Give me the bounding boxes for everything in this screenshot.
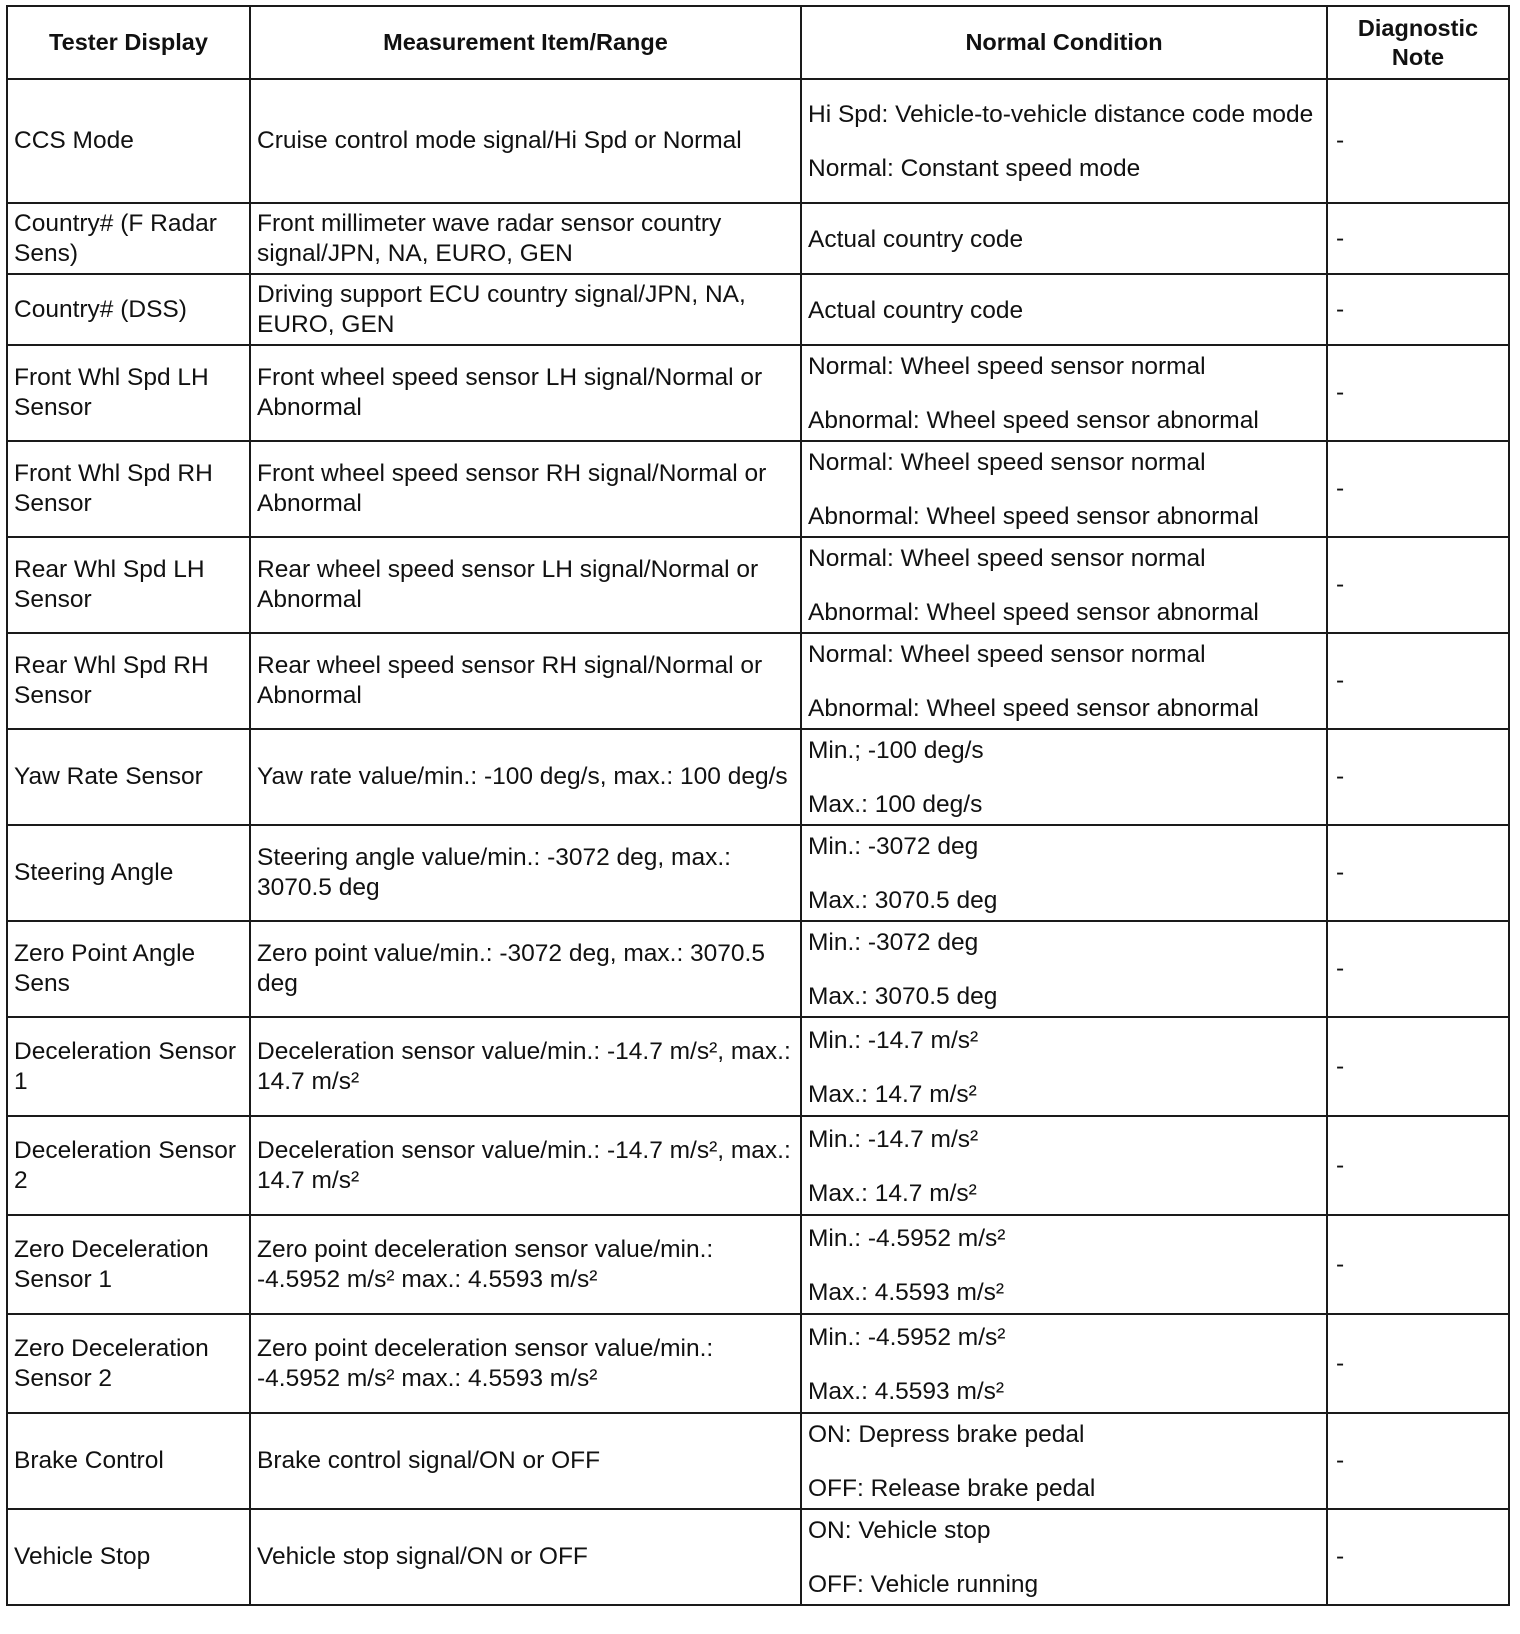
tester-display-cell: Country# (DSS) (7, 274, 250, 345)
measurement-cell: Deceleration sensor value/min.: -14.7 m/s², max.: 14.7 m/s² (250, 1116, 801, 1215)
diagnostic-note-cell: - (1327, 825, 1509, 921)
normal-condition-line: Min.: -14.7 m/s² (808, 1026, 979, 1054)
normal-condition-line: Abnormal: Wheel speed sensor abnormal (808, 407, 1259, 434)
tester-display-cell: Zero Deceleration Sensor 2 (7, 1314, 250, 1413)
table-row (7, 441, 1509, 537)
diagnostic-note-cell: - (1327, 1215, 1509, 1314)
tester-display-cell: Yaw Rate Sensor (7, 729, 250, 825)
normal-condition-line: Min.: -4.5952 m/s² (808, 1224, 1006, 1252)
header-tester-display: Tester Display (7, 6, 250, 79)
tester-display-cell: Deceleration Sensor 2 (7, 1116, 250, 1215)
table-row (7, 1116, 1509, 1215)
table-row (7, 537, 1509, 633)
tester-display-cell: Zero Deceleration Sensor 1 (7, 1215, 250, 1314)
normal-condition-line: Normal: Wheel speed sensor normal (808, 545, 1206, 572)
tester-display-cell: Deceleration Sensor 1 (7, 1017, 250, 1116)
normal-condition-line: ON: Depress brake pedal (808, 1421, 1085, 1448)
table-row (7, 1314, 1509, 1413)
normal-condition-line: Normal: Wheel speed sensor normal (808, 353, 1206, 380)
normal-condition-cell (801, 633, 1327, 729)
normal-condition-cell (801, 345, 1327, 441)
tester-display-cell: Zero Point Angle Sens (7, 921, 250, 1017)
normal-condition-cell (801, 1413, 1327, 1509)
tester-display-cell: Front Whl Spd RH Sensor (7, 441, 250, 537)
normal-condition-line: Hi Spd: Vehicle-to-vehicle distance code mode (808, 101, 1314, 128)
tester-display-cell: Front Whl Spd LH Sensor (7, 345, 250, 441)
tester-display-cell: Steering Angle (7, 825, 250, 921)
measurement-cell: Zero point deceleration sensor value/min.: -4.5952 m/s² max.: 4.5593 m/s² (250, 1314, 801, 1413)
normal-condition-cell (801, 825, 1327, 921)
diagnostic-note-cell: - (1327, 203, 1509, 274)
measurement-cell: Steering angle value/min.: -3072 deg, max.: 3070.5 deg (250, 825, 801, 921)
measurement-cell: Front wheel speed sensor LH signal/Normal or Abnormal (250, 345, 801, 441)
measurement-cell: Zero point value/min.: -3072 deg, max.: 3070.5 deg (250, 921, 801, 1017)
normal-condition-line: Min.: -4.5952 m/s² (808, 1323, 1006, 1351)
normal-condition-cell (801, 1017, 1327, 1116)
diagnostic-note-cell: - (1327, 345, 1509, 441)
table-row (7, 921, 1509, 1017)
diagnostic-note-cell: - (1327, 1116, 1509, 1215)
table-row (7, 825, 1509, 921)
measurement-cell: Driving support ECU country signal/JPN, NA, EURO, GEN (250, 274, 801, 345)
measurement-cell: Front millimeter wave radar sensor country signal/JPN, NA, EURO, GEN (250, 203, 801, 274)
diagnostic-note-cell: - (1327, 921, 1509, 1017)
normal-condition-line: Actual country code (808, 296, 1024, 324)
tester-display-cell: Brake Control (7, 1413, 250, 1509)
normal-condition-line: Max.: 3070.5 deg (808, 887, 998, 914)
normal-condition-line: Normal: Wheel speed sensor normal (808, 449, 1206, 476)
data-list-table (6, 5, 1510, 1606)
normal-condition-line: Max.: 3070.5 deg (808, 983, 998, 1010)
table-row (7, 1509, 1509, 1605)
table-row (7, 1413, 1509, 1509)
measurement-cell: Yaw rate value/min.: -100 deg/s, max.: 100 deg/s (250, 729, 801, 825)
normal-condition-line: ON: Vehicle stop (808, 1517, 991, 1544)
diagnostic-note-cell: - (1327, 1314, 1509, 1413)
table-body (7, 79, 1509, 1605)
normal-condition-line: Normal: Wheel speed sensor normal (808, 641, 1206, 668)
measurement-cell: Zero point deceleration sensor value/min.: -4.5952 m/s² max.: 4.5593 m/s² (250, 1215, 801, 1314)
table-row (7, 729, 1509, 825)
diagnostic-note-cell: - (1327, 633, 1509, 729)
diagnostic-note-cell: - (1327, 274, 1509, 345)
normal-condition-cell (801, 441, 1327, 537)
normal-condition-cell (801, 1215, 1327, 1314)
normal-condition-line: OFF: Vehicle running (808, 1571, 1039, 1598)
normal-condition-cell (801, 203, 1327, 274)
table-row (7, 203, 1509, 274)
table-header-row (7, 6, 1509, 79)
header-measurement-item: Measurement Item/Range (250, 6, 801, 79)
normal-condition-line: Min.; -100 deg/s (808, 737, 984, 764)
normal-condition-cell (801, 1314, 1327, 1413)
normal-condition-line: Max.: 14.7 m/s² (808, 1179, 977, 1207)
normal-condition-line: Abnormal: Wheel speed sensor abnormal (808, 599, 1259, 626)
header-diagnostic-note: Diagnostic Note (1327, 6, 1509, 79)
table-row (7, 1215, 1509, 1314)
normal-condition-line: Normal: Constant speed mode (808, 155, 1141, 182)
normal-condition-cell (801, 537, 1327, 633)
measurement-cell: Brake control signal/ON or OFF (250, 1413, 801, 1509)
normal-condition-line: OFF: Release brake pedal (808, 1475, 1096, 1502)
normal-condition-cell (801, 1116, 1327, 1215)
normal-condition-cell (801, 274, 1327, 345)
measurement-cell: Deceleration sensor value/min.: -14.7 m/s², max.: 14.7 m/s² (250, 1017, 801, 1116)
measurement-cell: Cruise control mode signal/Hi Spd or Normal (250, 79, 801, 203)
normal-condition-line: Actual country code (808, 225, 1024, 253)
measurement-cell: Rear wheel speed sensor RH signal/Normal or Abnormal (250, 633, 801, 729)
normal-condition-line: Min.: -14.7 m/s² (808, 1125, 979, 1153)
diagnostic-note-cell: - (1327, 729, 1509, 825)
normal-condition-cell (801, 921, 1327, 1017)
tester-display-cell: Vehicle Stop (7, 1509, 250, 1605)
tester-display-cell: Rear Whl Spd RH Sensor (7, 633, 250, 729)
measurement-cell: Front wheel speed sensor RH signal/Normal or Abnormal (250, 441, 801, 537)
diagnostic-note-cell: - (1327, 537, 1509, 633)
table-row (7, 274, 1509, 345)
diagnostic-note-cell: - (1327, 79, 1509, 203)
normal-condition-line: Min.: -3072 deg (808, 929, 979, 956)
normal-condition-line: Abnormal: Wheel speed sensor abnormal (808, 695, 1259, 722)
diagnostic-note-cell: - (1327, 1413, 1509, 1509)
normal-condition-line: Max.: 14.7 m/s² (808, 1080, 977, 1108)
table-row (7, 79, 1509, 203)
diagnostic-note-cell: - (1327, 1017, 1509, 1116)
diagnostic-note-cell: - (1327, 441, 1509, 537)
normal-condition-line: Abnormal: Wheel speed sensor abnormal (808, 503, 1259, 530)
measurement-cell: Rear wheel speed sensor LH signal/Normal or Abnormal (250, 537, 801, 633)
diagnostic-note-cell: - (1327, 1509, 1509, 1605)
normal-condition-cell (801, 1509, 1327, 1605)
table-row (7, 1017, 1509, 1116)
tester-display-cell: Rear Whl Spd LH Sensor (7, 537, 250, 633)
normal-condition-line: Max.: 4.5593 m/s² (808, 1278, 1005, 1306)
tester-display-cell: Country# (F Radar Sens) (7, 203, 250, 274)
normal-condition-line: Max.: 100 deg/s (808, 791, 983, 818)
normal-condition-cell (801, 729, 1327, 825)
measurement-cell: Vehicle stop signal/ON or OFF (250, 1509, 801, 1605)
tester-display-cell: CCS Mode (7, 79, 250, 203)
normal-condition-cell (801, 79, 1327, 203)
normal-condition-line: Max.: 4.5593 m/s² (808, 1377, 1005, 1405)
normal-condition-line: Min.: -3072 deg (808, 833, 979, 860)
table-row (7, 633, 1509, 729)
table-row (7, 345, 1509, 441)
header-normal-condition: Normal Condition (801, 6, 1327, 79)
